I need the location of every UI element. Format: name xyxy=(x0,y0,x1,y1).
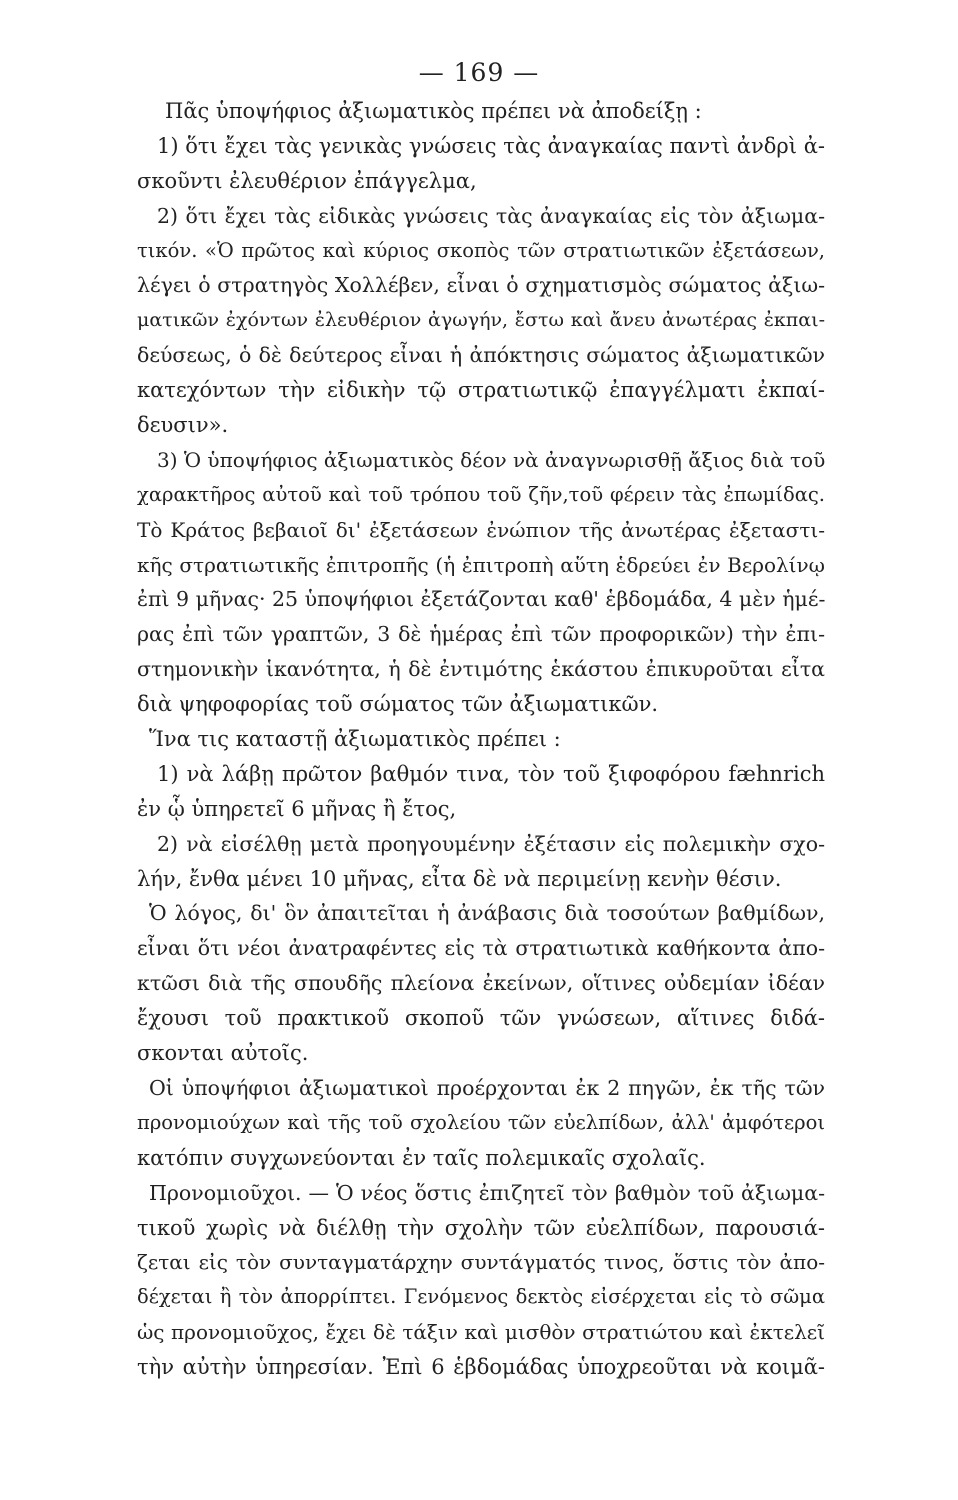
page-number: — 169 — xyxy=(418,58,540,87)
text-line: δευσιν». xyxy=(137,413,229,438)
text-line: ὡς προνομιοῦχος, ἔχει δὲ τάξιν καὶ μισθὸν στρατιώτου καὶ ἐκτελεῖ xyxy=(137,1320,825,1345)
text-line: ματικῶν ἐχόντων ἐλευθέριον ἀγωγήν, ἔστω καὶ ἄνευ ἀνωτέρας ἐκπαι- xyxy=(137,309,825,332)
text-line: ἐν ᾧ ὑπηρετεῖ 6 μῆνας ἢ ἔτος, xyxy=(137,796,457,821)
text-line: Προνομιοῦχοι. — Ὁ νέος ὅστις ἐπιζητεῖ τὸν βαθμὸν τοῦ ἀξιωμα- xyxy=(149,1180,825,1205)
text-line: ζεται εἰς τὸν συνταγματάρχην συντάγματός τινος, ὅστις τὸν ἀπο- xyxy=(137,1250,825,1275)
text-line: σκοῦντι ἐλευθέριον ἐπάγγελμα, xyxy=(137,168,477,193)
text-line: κτῶσι διὰ τῆς σπουδῆς πλείονα ἐκείνων, οἵτινες οὐδεμίαν ἰδέαν xyxy=(137,971,825,996)
text-line: τὴν αὐτὴν ὑπηρεσίαν. Ἐπὶ 6 ἑβδομάδας ὑποχρεοῦται νὰ κοιμᾶ- xyxy=(137,1355,825,1380)
text-line: κατεχόντων τὴν εἰδικὴν τῷ στρατιωτικῷ ἐπαγγέλματι ἐκπαί- xyxy=(137,378,825,403)
text-line: λήν, ἔνθα μένει 10 μῆνας, εἶτα δὲ νὰ περιμείνῃ κενὴν θέσιν. xyxy=(137,866,782,891)
text-line: Τὸ Κράτος βεβαιοῖ δι' ἐξετάσεων ἐνώπιον τῆς ἀνωτέρας ἐξεταστι- xyxy=(137,517,825,542)
text-line: χαρακτῆρος αὐτοῦ καὶ τοῦ τρόπου τοῦ ζῆν,τοῦ φέρειν τὰς ἐπωμίδας. xyxy=(137,482,825,506)
text-line: Ἵνα τις καταστῇ ἀξιωματικὸς πρέπει : xyxy=(149,727,561,752)
text-line: Πᾶς ὑποψήφιος ἀξιωματικὸς πρέπει νὰ ἀποδείξῃ : xyxy=(165,99,702,123)
text-line: 2) νὰ εἰσέλθῃ μετὰ προηγουμένην ἐξέτασιν εἰς πολεμικὴν σχο- xyxy=(157,831,825,856)
text-line: 1) ὅτι ἔχει τὰς γενικὰς γνώσεις τὰς ἀναγκαίας παντὶ ἀνδρὶ ἀ- xyxy=(157,133,825,158)
text-line: δεύσεως, ὁ δὲ δεύτερος εἶναι ἡ ἀπόκτησις σώματος ἀξιωματικῶν xyxy=(137,343,825,368)
text-line: 2) ὅτι ἔχει τὰς εἰδικὰς γνώσεις τὰς ἀναγκαίας εἰς τὸν ἀξιωμα- xyxy=(157,203,825,228)
text-line: δέχεται ἢ τὸν ἀπορρίπτει. Γενόμενος δεκτὸς εἰσέρχεται εἰς τὸ σῶμα xyxy=(137,1285,825,1309)
text-line: 1) νὰ λάβῃ πρῶτον βαθμόν τινα, τὸν τοῦ ξιφοφόρου fæhnrich xyxy=(157,761,825,786)
text-line: λέγει ὁ στρατηγὸς Χολλέβεν, εἶναι ὁ σχηματισμὸς σώματος ἀξιω- xyxy=(137,273,825,298)
text-line: 3) Ὁ ὑποψήφιος ἀξιωματικὸς δέον νὰ ἀναγνωρισθῇ ἄξιος διὰ τοῦ xyxy=(157,447,826,472)
text-line: εἶναι ὅτι νέοι ἀνατραφέντες εἰς τὰ στρατιωτικὰ καθήκοντα ἀπο- xyxy=(137,936,825,961)
text-line: ἔχουσι τοῦ πρακτικοῦ σκοποῦ τῶν γνώσεων, αἵτινες διδά- xyxy=(137,1006,825,1031)
text-line: Οἱ ὑποψήφιοι ἀξιωματικοὶ προέρχονται ἐκ 2 πηγῶν, ἐκ τῆς τῶν xyxy=(149,1075,825,1100)
text-line: ἐπὶ 9 μῆνας· 25 ὑποψήφιοι ἐξετάζονται καθ' ἑβδομάδα, 4 μὲν ἡμέ- xyxy=(137,587,826,612)
text-line: σκονται αὐτοῖς. xyxy=(137,1041,309,1066)
text-line: ρας ἐπὶ τῶν γραπτῶν, 3 δὲ ἡμέρας ἐπὶ τῶν προφορικῶν) τὴν ἐπι- xyxy=(137,622,825,647)
body-text xyxy=(137,94,825,1385)
text-line: τικοῦ χωρὶς νὰ διέλθῃ τὴν σχολὴν τῶν εὐελπίδων, παρουσιά- xyxy=(137,1215,825,1240)
text-line: διὰ ψηφοφορίας τοῦ σώματος τῶν ἀξιωματικῶν. xyxy=(137,692,659,717)
text-line: στημονικὴν ἱκανότητα, ἡ δὲ ἐντιμότης ἑκάστου ἐπικυροῦται εἶτα xyxy=(137,657,825,682)
text-line: Ὁ λόγος, δι' ὃν ἀπαιτεῖται ἡ ἀνάβασις διὰ τοσούτων βαθμίδων, xyxy=(149,901,825,926)
text-line: κατόπιν συγχωνεύονται ἐν ταῖς πολεμικαῖς σχολαῖς. xyxy=(137,1145,706,1170)
text-line: κῆς στρατιωτικῆς ἐπιτροπῆς (ἡ ἐπιτροπὴ αὕτη ἑδρεύει ἐν Βερολίνῳ xyxy=(137,552,825,577)
text-line: τικόν. «Ὁ πρῶτος καὶ κύριος σκοπὸς τῶν στρατιωτικῶν ἐξετάσεων, xyxy=(137,238,825,262)
text-line: προνομιούχων καὶ τῆς τοῦ σχολείου τῶν εὐελπίδων, ἀλλ' ἀμφότεροι xyxy=(137,1110,825,1134)
